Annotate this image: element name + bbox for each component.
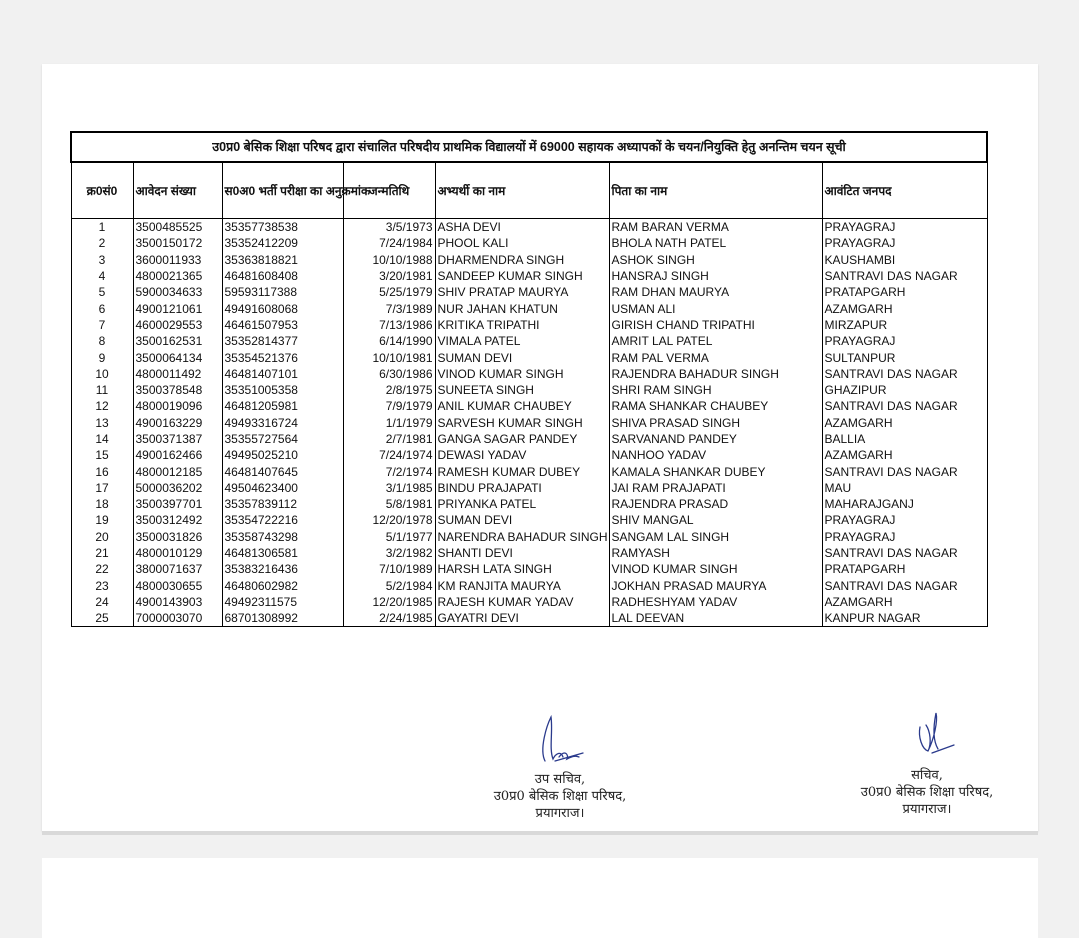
- table-row: [71, 349, 987, 365]
- serial-cell: 16: [71, 463, 133, 479]
- father-name-cell: ASHOK SINGH: [609, 252, 822, 268]
- table-row: [71, 252, 987, 268]
- father-name-cell: GIRISH CHAND TRIPATHI: [609, 317, 822, 333]
- dob-cell: 12/20/1978: [343, 512, 435, 528]
- application-no-cell: 3500312492: [133, 512, 222, 528]
- district-cell: GHAZIPUR: [822, 382, 987, 398]
- table-row: [71, 480, 987, 496]
- roll-no-cell: 46481608408: [222, 268, 343, 284]
- roll-no-cell: 35352412209: [222, 235, 343, 251]
- father-name-cell: VINOD KUMAR SINGH: [609, 561, 822, 577]
- candidate-name-cell: HARSH LATA SINGH: [435, 561, 609, 577]
- serial-cell: 6: [71, 300, 133, 316]
- father-name-cell: RAJENDRA BAHADUR SINGH: [609, 366, 822, 382]
- col-candidate-header: अभ्यर्थी का नाम: [435, 162, 609, 219]
- roll-no-cell: 68701308992: [222, 610, 343, 627]
- serial-cell: 24: [71, 594, 133, 610]
- table-row: [71, 268, 987, 284]
- serial-cell: 19: [71, 512, 133, 528]
- application-no-cell: 3500371387: [133, 431, 222, 447]
- father-name-cell: HANSRAJ SINGH: [609, 268, 822, 284]
- roll-no-cell: 46481407645: [222, 463, 343, 479]
- application-no-cell: 4900121061: [133, 300, 222, 316]
- candidate-name-cell: BINDU PRAJAPATI: [435, 480, 609, 496]
- roll-no-cell: 35354521376: [222, 349, 343, 365]
- roll-no-cell: 35351005358: [222, 382, 343, 398]
- serial-cell: 4: [71, 268, 133, 284]
- left-sign-line1: उप सचिव,: [534, 772, 586, 787]
- candidate-name-cell: DEWASI YADAV: [435, 447, 609, 463]
- application-no-cell: 3500397701: [133, 496, 222, 512]
- table-row: [71, 382, 987, 398]
- candidate-name-cell: PHOOL KALI: [435, 235, 609, 251]
- district-cell: AZAMGARH: [822, 415, 987, 431]
- dob-cell: 7/10/1989: [343, 561, 435, 577]
- father-name-cell: RAMYASH: [609, 545, 822, 561]
- table-row: [71, 545, 987, 561]
- application-no-cell: 4800012185: [133, 463, 222, 479]
- serial-cell: 18: [71, 496, 133, 512]
- table-row: [71, 512, 987, 528]
- left-sign-line2: उ0प्र0 बेसिक शिक्षा परिषद,: [493, 789, 627, 804]
- father-name-cell: SARVANAND PANDEY: [609, 431, 822, 447]
- father-name-cell: KAMALA SHANKAR DUBEY: [609, 463, 822, 479]
- serial-cell: 20: [71, 529, 133, 545]
- serial-cell: 23: [71, 578, 133, 594]
- application-no-cell: 3500031826: [133, 529, 222, 545]
- serial-cell: 7: [71, 317, 133, 333]
- district-cell: PRAYAGRAJ: [822, 333, 987, 349]
- district-cell: SANTRAVI DAS NAGAR: [822, 268, 987, 284]
- serial-cell: 3: [71, 252, 133, 268]
- serial-cell: 8: [71, 333, 133, 349]
- table-row: [71, 496, 987, 512]
- dob-cell: 12/20/1985: [343, 594, 435, 610]
- signature-scribble-left: [525, 709, 595, 771]
- application-no-cell: 4800019096: [133, 398, 222, 414]
- table-row: [71, 333, 987, 349]
- candidate-name-cell: SHANTI DEVI: [435, 545, 609, 561]
- table-row: [71, 284, 987, 300]
- candidate-name-cell: SUMAN DEVI: [435, 512, 609, 528]
- dob-cell: 7/9/1979: [343, 398, 435, 414]
- roll-no-cell: 35355727564: [222, 431, 343, 447]
- district-cell: SANTRAVI DAS NAGAR: [822, 545, 987, 561]
- table-row: [71, 610, 987, 627]
- serial-cell: 14: [71, 431, 133, 447]
- table-row: [71, 529, 987, 545]
- application-no-cell: 4800021365: [133, 268, 222, 284]
- table-row: [71, 431, 987, 447]
- district-cell: MIRZAPUR: [822, 317, 987, 333]
- dob-cell: 2/8/1975: [343, 382, 435, 398]
- father-name-cell: SANGAM LAL SINGH: [609, 529, 822, 545]
- serial-cell: 21: [71, 545, 133, 561]
- candidate-name-cell: SUMAN DEVI: [435, 349, 609, 365]
- list-title: उ0प्र0 बेसिक शिक्षा परिषद द्वारा संचालित परिषदीय प्राथमिक विद्यालयों में 69000 सहायक अध्यापकों के चयन/नियुक्ति हेतु अनन्तिम चयन सूची: [71, 132, 987, 162]
- col-district-header: आवंटित जनपद: [822, 162, 987, 219]
- roll-no-cell: 46481306581: [222, 545, 343, 561]
- candidate-name-cell: RAMESH KUMAR DUBEY: [435, 463, 609, 479]
- application-no-cell: 3500485525: [133, 219, 222, 236]
- roll-no-cell: 35357738538: [222, 219, 343, 236]
- district-cell: AZAMGARH: [822, 447, 987, 463]
- roll-no-cell: 35352814377: [222, 333, 343, 349]
- candidate-name-cell: SANDEEP KUMAR SINGH: [435, 268, 609, 284]
- table-row: [71, 594, 987, 610]
- dob-cell: 10/10/1988: [343, 252, 435, 268]
- col-father-header: पिता का नाम: [609, 162, 822, 219]
- candidate-name-cell: KRITIKA TRIPATHI: [435, 317, 609, 333]
- application-no-cell: 5000036202: [133, 480, 222, 496]
- father-name-cell: NANHOO YADAV: [609, 447, 822, 463]
- application-no-cell: 4600029553: [133, 317, 222, 333]
- dob-cell: 5/2/1984: [343, 578, 435, 594]
- document-page: [42, 64, 1038, 831]
- roll-no-cell: 49493316724: [222, 415, 343, 431]
- father-name-cell: SHIVA PRASAD SINGH: [609, 415, 822, 431]
- dob-cell: 7/13/1986: [343, 317, 435, 333]
- district-cell: KAUSHAMBI: [822, 252, 987, 268]
- table-row: [71, 415, 987, 431]
- right-sign-line3: प्रयागराज।: [902, 802, 952, 817]
- table-row: [71, 561, 987, 577]
- candidate-name-cell: VIMALA PATEL: [435, 333, 609, 349]
- district-cell: SULTANPUR: [822, 349, 987, 365]
- district-cell: BALLIA: [822, 431, 987, 447]
- roll-no-cell: 46481205981: [222, 398, 343, 414]
- dob-cell: 7/3/1989: [343, 300, 435, 316]
- father-name-cell: RAM BARAN VERMA: [609, 219, 822, 236]
- serial-cell: 15: [71, 447, 133, 463]
- serial-cell: 22: [71, 561, 133, 577]
- roll-no-cell: 35357839112: [222, 496, 343, 512]
- father-name-cell: USMAN ALI: [609, 300, 822, 316]
- next-page: [42, 858, 1038, 938]
- candidate-name-cell: RAJESH KUMAR YADAV: [435, 594, 609, 610]
- serial-cell: 25: [71, 610, 133, 627]
- dob-cell: 2/24/1985: [343, 610, 435, 627]
- district-cell: PRAYAGRAJ: [822, 219, 987, 236]
- application-no-cell: 3800071637: [133, 561, 222, 577]
- district-cell: MAHARAJGANJ: [822, 496, 987, 512]
- application-no-cell: 3500064134: [133, 349, 222, 365]
- application-no-cell: 4900163229: [133, 415, 222, 431]
- dob-cell: 3/2/1982: [343, 545, 435, 561]
- dob-cell: 1/1/1979: [343, 415, 435, 431]
- application-no-cell: 4900162466: [133, 447, 222, 463]
- candidate-name-cell: KM RANJITA MAURYA: [435, 578, 609, 594]
- father-name-cell: JOKHAN PRASAD MAURYA: [609, 578, 822, 594]
- application-no-cell: 5900034633: [133, 284, 222, 300]
- district-cell: SANTRAVI DAS NAGAR: [822, 366, 987, 382]
- selection-list-table: [70, 131, 988, 627]
- father-name-cell: BHOLA NATH PATEL: [609, 235, 822, 251]
- father-name-cell: SHIV MANGAL: [609, 512, 822, 528]
- secretary-signature: [832, 709, 1022, 818]
- application-no-cell: 4800011492: [133, 366, 222, 382]
- father-name-cell: RAMA SHANKAR CHAUBEY: [609, 398, 822, 414]
- signature-scribble-right: [892, 709, 962, 767]
- district-cell: SANTRAVI DAS NAGAR: [822, 398, 987, 414]
- table-row: [71, 398, 987, 414]
- candidate-name-cell: DHARMENDRA SINGH: [435, 252, 609, 268]
- table-row: [71, 463, 987, 479]
- father-name-cell: RAJENDRA PRASAD: [609, 496, 822, 512]
- district-cell: MAU: [822, 480, 987, 496]
- district-cell: PRATAPGARH: [822, 561, 987, 577]
- roll-no-cell: 49492311575: [222, 594, 343, 610]
- roll-no-cell: 49495025210: [222, 447, 343, 463]
- district-cell: SANTRAVI DAS NAGAR: [822, 578, 987, 594]
- district-cell: PRAYAGRAJ: [822, 512, 987, 528]
- application-no-cell: 7000003070: [133, 610, 222, 627]
- left-sign-line3: प्रयागराज।: [535, 806, 585, 821]
- dob-cell: 5/25/1979: [343, 284, 435, 300]
- serial-cell: 17: [71, 480, 133, 496]
- roll-no-cell: 59593117388: [222, 284, 343, 300]
- candidate-name-cell: NUR JAHAN KHATUN: [435, 300, 609, 316]
- father-name-cell: AMRIT LAL PATEL: [609, 333, 822, 349]
- candidate-name-cell: SARVESH KUMAR SINGH: [435, 415, 609, 431]
- serial-cell: 11: [71, 382, 133, 398]
- table-row: [71, 219, 987, 236]
- dob-cell: 3/1/1985: [343, 480, 435, 496]
- col-dob-header: जन्मतिथि: [343, 162, 435, 219]
- district-cell: PRATAPGARH: [822, 284, 987, 300]
- table-row: [71, 317, 987, 333]
- table-row: [71, 578, 987, 594]
- dob-cell: 7/24/1984: [343, 235, 435, 251]
- father-name-cell: RAM DHAN MAURYA: [609, 284, 822, 300]
- roll-no-cell: 46481407101: [222, 366, 343, 382]
- candidate-name-cell: VINOD KUMAR SINGH: [435, 366, 609, 382]
- father-name-cell: SHRI RAM SINGH: [609, 382, 822, 398]
- dob-cell: 10/10/1981: [343, 349, 435, 365]
- district-cell: SANTRAVI DAS NAGAR: [822, 463, 987, 479]
- father-name-cell: LAL DEEVAN: [609, 610, 822, 627]
- table-row: [71, 300, 987, 316]
- district-cell: KANPUR NAGAR: [822, 610, 987, 627]
- dob-cell: 5/8/1981: [343, 496, 435, 512]
- right-sign-line2: उ0प्र0 बेसिक शिक्षा परिषद,: [860, 785, 994, 800]
- roll-no-cell: 35383216436: [222, 561, 343, 577]
- table-row: [71, 235, 987, 251]
- roll-no-cell: 35354722216: [222, 512, 343, 528]
- header-row: [71, 162, 987, 219]
- dob-cell: 6/30/1986: [343, 366, 435, 382]
- application-no-cell: 3500150172: [133, 235, 222, 251]
- col-application-header: आवेदन संख्या: [133, 162, 222, 219]
- dob-cell: 6/14/1990: [343, 333, 435, 349]
- father-name-cell: RAM PAL VERMA: [609, 349, 822, 365]
- district-cell: PRAYAGRAJ: [822, 529, 987, 545]
- dob-cell: 2/7/1981: [343, 431, 435, 447]
- serial-cell: 9: [71, 349, 133, 365]
- candidate-name-cell: PRIYANKA PATEL: [435, 496, 609, 512]
- father-name-cell: RADHESHYAM YADAV: [609, 594, 822, 610]
- roll-no-cell: 49491608068: [222, 300, 343, 316]
- dob-cell: 5/1/1977: [343, 529, 435, 545]
- page-separator: [42, 831, 1038, 835]
- table-row: [71, 447, 987, 463]
- roll-no-cell: 49504623400: [222, 480, 343, 496]
- serial-cell: 13: [71, 415, 133, 431]
- roll-no-cell: 35358743298: [222, 529, 343, 545]
- candidate-name-cell: SUNEETA SINGH: [435, 382, 609, 398]
- application-no-cell: 4900143903: [133, 594, 222, 610]
- dob-cell: 3/5/1973: [343, 219, 435, 236]
- candidate-name-cell: GAYATRI DEVI: [435, 610, 609, 627]
- serial-cell: 5: [71, 284, 133, 300]
- roll-no-cell: 46480602982: [222, 578, 343, 594]
- district-cell: AZAMGARH: [822, 300, 987, 316]
- roll-no-cell: 35363818821: [222, 252, 343, 268]
- roll-no-cell: 46461507953: [222, 317, 343, 333]
- table-body: [71, 219, 987, 627]
- right-sign-line1: सचिव,: [911, 768, 943, 783]
- dob-cell: 7/24/1974: [343, 447, 435, 463]
- candidate-name-cell: ANIL KUMAR CHAUBEY: [435, 398, 609, 414]
- candidate-name-cell: NARENDRA BAHADUR SINGH: [435, 529, 609, 545]
- application-no-cell: 3500378548: [133, 382, 222, 398]
- dob-cell: 3/20/1981: [343, 268, 435, 284]
- application-no-cell: 4800030655: [133, 578, 222, 594]
- col-rollno-header: स0अ0 भर्ती परीक्षा का अनुक्रमांक: [222, 162, 343, 219]
- district-cell: PRAYAGRAJ: [822, 235, 987, 251]
- col-serial-header: क्र0सं0: [71, 162, 133, 219]
- candidate-name-cell: SHIV PRATAP MAURYA: [435, 284, 609, 300]
- dob-cell: 7/2/1974: [343, 463, 435, 479]
- serial-cell: 10: [71, 366, 133, 382]
- candidate-name-cell: GANGA SAGAR PANDEY: [435, 431, 609, 447]
- serial-cell: 1: [71, 219, 133, 236]
- deputy-secretary-signature: [460, 709, 660, 822]
- candidate-name-cell: ASHA DEVI: [435, 219, 609, 236]
- application-no-cell: 4800010129: [133, 545, 222, 561]
- table-row: [71, 366, 987, 382]
- father-name-cell: JAI RAM PRAJAPATI: [609, 480, 822, 496]
- serial-cell: 12: [71, 398, 133, 414]
- application-no-cell: 3600011933: [133, 252, 222, 268]
- application-no-cell: 3500162531: [133, 333, 222, 349]
- district-cell: AZAMGARH: [822, 594, 987, 610]
- serial-cell: 2: [71, 235, 133, 251]
